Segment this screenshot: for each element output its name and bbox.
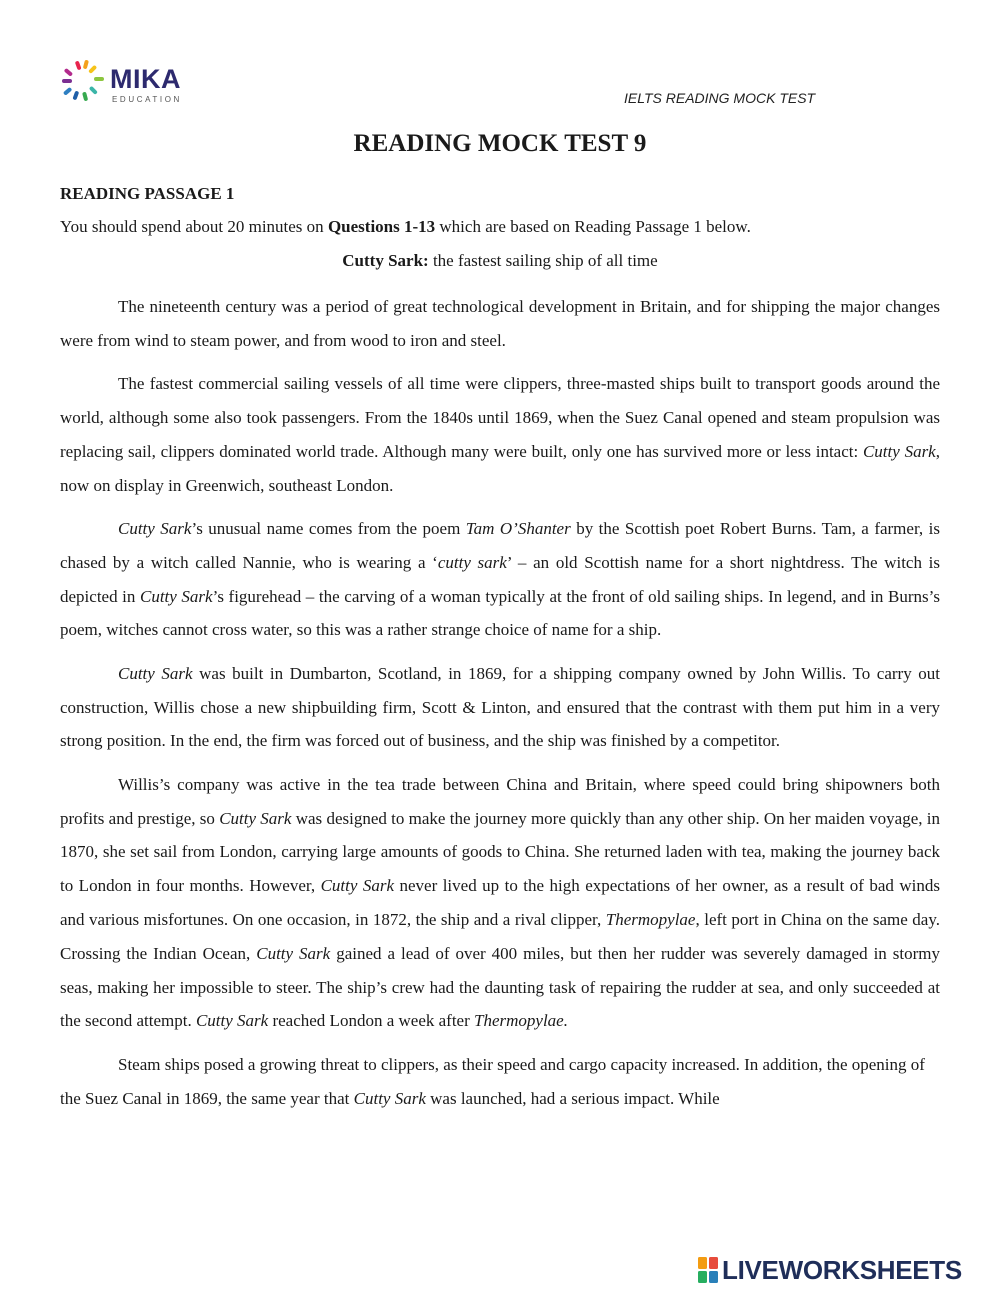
liveworksheets-footer — [698, 1253, 998, 1287]
passage-subtitle — [0, 251, 1000, 271]
paragraph-text: Willis’s company was active in the tea trade between China and Britain, where speed could bring shipowners both profits and prestige, so — [60, 774, 940, 828]
logo-name: MIKA — [110, 64, 181, 94]
instructions — [60, 217, 751, 237]
paragraph-text: was built in Dumbarton, Scotland, in 1869, for a shipping company owned by John Willis. To carry out construction, Willis chose a new shipbuilding firm, Scott & Linton, and ensured that the contrast with them put him in a very strong position. In the end, the firm was forced out of business, and the ship was finished by a competitor. — [60, 663, 940, 751]
logo-tagline: EDUCATION — [112, 95, 182, 104]
passage-body — [60, 290, 940, 1125]
italic-text: Tam O’Shanter — [465, 518, 571, 538]
paragraph-text: Steam ships posed a growing threat to clippers, as their speed and cargo capacity increased. In addition, the opening of the Suez Canal in 1869, the same year that — [60, 1054, 925, 1108]
liveworksheets-icon — [698, 1257, 718, 1283]
instructions-before: You should spend about 20 minutes on — [60, 217, 328, 236]
paragraph-text: reached London a week after — [268, 1011, 474, 1031]
header-label: IELTS READING MOCK TEST — [624, 90, 816, 106]
mika-logo-icon — [60, 60, 106, 104]
italic-text: Cutty Sark — [862, 441, 936, 461]
paragraph-text: ’s figurehead – the carving of a woman typically at the front of old sailing ships. In legend, and in Burns’s poem, witches cannot cross water, so this was a rather strange choice of name for a ship. — [60, 586, 940, 640]
italic-text: Cutty Sark — [118, 663, 193, 683]
italic-text: cutty sark — [437, 552, 507, 572]
passage-paragraph — [60, 1048, 940, 1116]
paragraph-text: was designed to make the journey more quickly than any other ship. On her maiden voyage, in 1870, she set sail from London, carrying large amounts of goods to China. She returned laden with tea, making the journey back to London in four months. However, — [60, 808, 940, 896]
instructions-questions: Questions 1-13 — [327, 217, 436, 236]
paragraph-text: The fastest commercial sailing vessels of all time were clippers, three-masted ships built to transport goods around the world, although some also took passengers. From the 1840s until 1869, when the Suez Canal opened and steam propulsion was replacing sail, clippers dominated world trade. Although many were built, only one has survived more or less intact: — [60, 374, 940, 461]
footer-brand: LIVEWORKSHEETS — [722, 1255, 962, 1285]
italic-text: Cutty Sark — [353, 1088, 426, 1108]
paragraph-text: The nineteenth century was a period of great technological development in Britain, and for shipping the major changes were from wind to steam power, and from wood to iron and steel. — [60, 297, 940, 350]
paragraph-text: ’ – an old Scottish name for a short nightdress. The witch is depicted in — [60, 552, 940, 606]
passage-label: READING PASSAGE 1 — [60, 184, 235, 203]
paragraph-text: ’s unusual name comes from the poem — [191, 518, 466, 538]
mika-logo — [60, 60, 200, 110]
paragraph-text: by the Scottish poet Robert Burns. Tam, a farmer, is chased by a witch called Nannie, who is wearing a ‘ — [60, 518, 940, 572]
paragraph-text: , now on display in Greenwich, southeast London. — [60, 441, 940, 495]
instructions-after: which are based on Reading Passage 1 below. — [435, 217, 751, 236]
paragraph-text: never lived up to the high expectations of her owner, as a result of bad winds and various misfortunes. On one occasion, in 1872, the ship and a rival clipper, — [60, 876, 940, 929]
italic-text: Cutty Sark — [140, 586, 213, 606]
paragraph-text: gained a lead of over 400 miles, but then her rudder was severely damaged in stormy seas, making her impossible to steer. The ship’s crew had the daunting task of repairing the rudder at sea, and only succeeded at the second attempt. — [60, 943, 940, 1031]
italic-text: Cutty Sark — [118, 518, 192, 538]
paragraph-text: was launched, had a serious impact. While — [425, 1088, 720, 1108]
italic-text: Thermopylae — [605, 909, 696, 929]
passage-paragraph — [60, 512, 940, 647]
page-title: READING MOCK TEST 9 — [353, 130, 647, 157]
passage-paragraph — [60, 290, 940, 358]
passage-paragraph — [60, 657, 940, 758]
italic-text: Cutty Sark — [195, 1011, 269, 1031]
subtitle-bold: Cutty Sark: — [342, 251, 429, 270]
subtitle-rest: the fastest sailing ship of all time — [428, 251, 658, 270]
paragraph-text: , left port in China on the same day. Crossing the Indian Ocean, — [60, 909, 940, 963]
passage-paragraph — [60, 367, 940, 502]
italic-text: Cutty Sark — [256, 943, 331, 963]
italic-text: Cutty Sark — [320, 876, 395, 896]
passage-paragraph — [60, 768, 940, 1038]
italic-text: Cutty Sark — [219, 808, 292, 828]
italic-text: Thermopylae. — [474, 1011, 568, 1031]
